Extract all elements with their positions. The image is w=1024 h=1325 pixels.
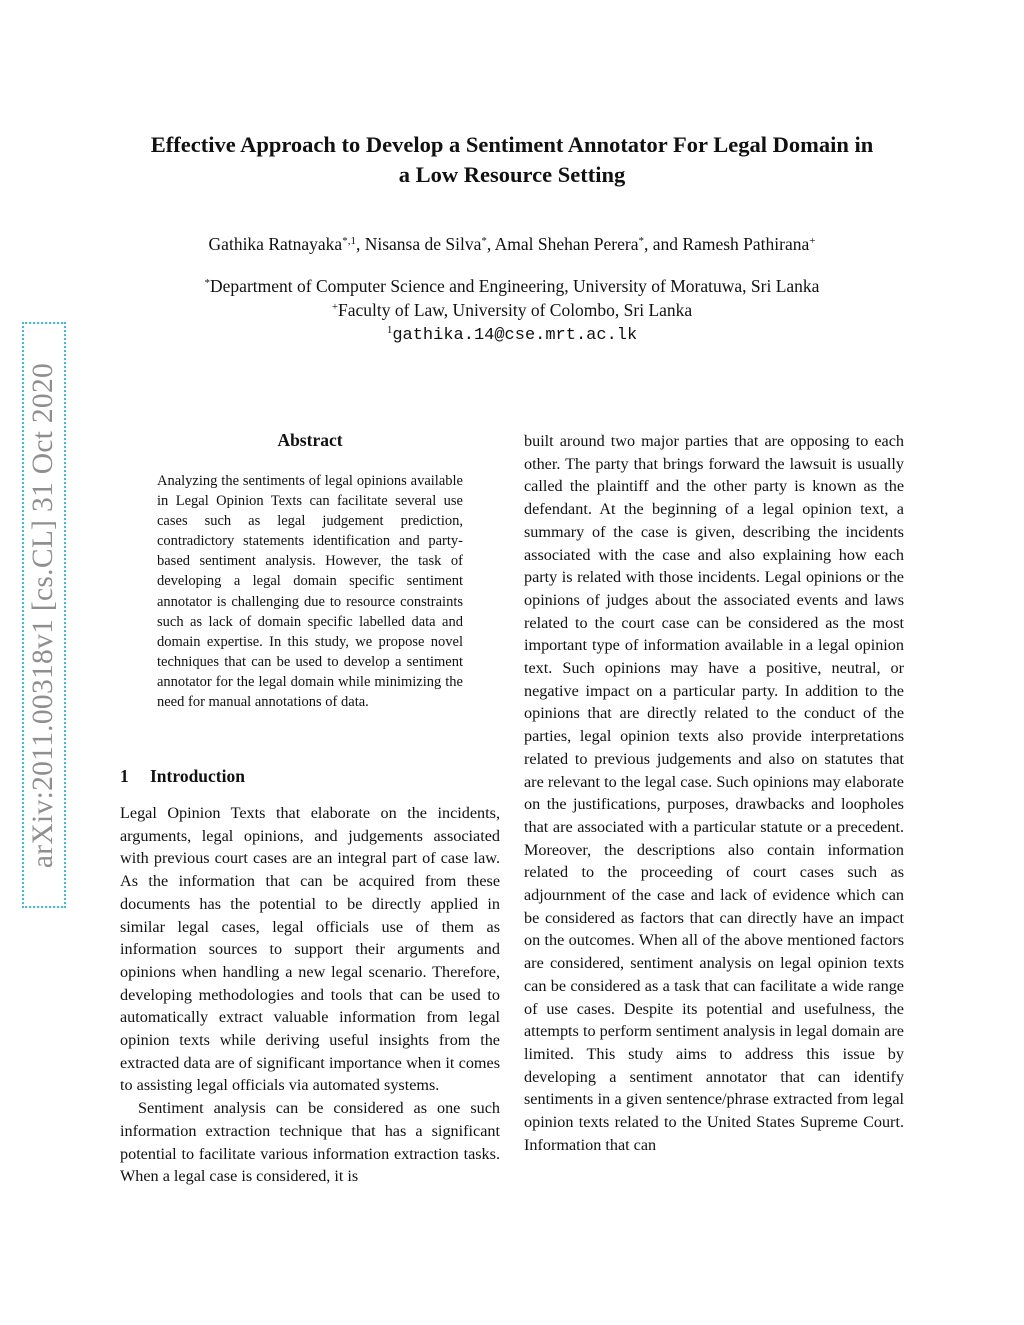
section-number: 1 xyxy=(120,766,129,786)
affiliation-marker: * xyxy=(204,277,211,289)
affiliation-text: Department of Computer Science and Engineering, University of Moratuwa, Sri Lanka xyxy=(210,276,820,296)
left-column-body xyxy=(120,802,500,1188)
author-separator: , xyxy=(355,234,365,254)
affiliation-text: Faculty of Law, University of Colombo, Sri Lanka xyxy=(338,299,693,320)
abstract-text: Analyzing the sentiments of legal opinions available in Legal Opinion Texts can facilitate several use cases such as legal judgement prediction, contradictory statements identification and party-based sentiment analysis. However, the task of developing a legal domain specific sentiment annotator is challenging due to resource constraints such as lack of domain specific labelled data and domain expertise. In this study, we propose novel techniques that can be used to develop a sentiment annotator for the legal domain while minimizing the need for manual annotations of data. xyxy=(157,473,463,711)
email-marker: 1 xyxy=(386,324,393,336)
email-line xyxy=(60,322,964,348)
affiliations xyxy=(60,275,964,348)
email-address: gathika.14@cse.mrt.ac.lk xyxy=(392,326,638,345)
author-separator: , and xyxy=(643,234,683,254)
author-marker: + xyxy=(809,235,816,247)
arxiv-stamp xyxy=(22,322,66,908)
arxiv-stamp-text: arXiv:2011.00318v1 [cs.CL] 31 Oct 2020 xyxy=(27,362,60,868)
author-list xyxy=(60,231,964,257)
affiliation-line xyxy=(60,299,964,323)
abstract-heading: Abstract xyxy=(277,430,343,450)
author-name: Ramesh Pathirana xyxy=(682,234,810,254)
paragraph: Legal Opinion Texts that elaborate on the incidents, arguments, legal opinions, and judgements associated with previous court cases are an integral part of case law. As the information that can be acquired from these documents has the potential to be directly applied in similar legal cases, legal officials use of them as information sources to support their arguments and opinions when handling a new legal scenario. Therefore, developing methodologies and tools that can be used to automatically extract valuable information from legal opinion texts while deriving useful insights from the extracted data are of significant importance when it comes to assisting legal officials via automated systems. xyxy=(120,804,500,1095)
title-line-1: Effective Approach to Develop a Sentiment Annotator For Legal Domain in xyxy=(150,132,874,157)
paper-title xyxy=(100,130,924,190)
author-name: Gathika Ratnayaka xyxy=(208,234,343,254)
affiliation-marker: + xyxy=(331,300,339,313)
author-name: Amal Shehan Perera xyxy=(494,234,639,254)
author-separator: , xyxy=(486,234,495,254)
author-name: Nisansa de Silva xyxy=(364,234,482,254)
affiliation-line xyxy=(60,275,964,299)
author-marker: * xyxy=(638,235,644,247)
author-marker: * xyxy=(481,235,487,247)
right-column-body: built around two major parties that are opposing to each other. The party that brings forward the lawsuit is usually called the plaintiff and the other party is known as the defendant. At the beginning of a legal opinion text, a summary of the case is given, describing the incidents associated with the case and also explaining how each party is related with those incidents. Legal opinions or the opinions of judges about the associated events and laws related to the court case can be considered as the most important type of information available in a legal opinion text. Such opinions may have a positive, neutral, or negative impact on a particular party. In addition to the opinions that are directly related to the conduct of the parties, legal opinion texts also provide interpretations related to previous judgements and also on statutes that are relevant to the legal case. Such opinions may elaborate on the justifications, purposes, drawbacks and loopholes that are associated with a particular statute or a precedent. Moreover, the descriptions also contain information related to the proceeding of court cases such as adjournment of the case and lack of evidence which can be considered as factors that can directly have an impact on the outcomes. When all of the above mentioned factors are considered, sentiment analysis on legal opinion texts can be considered as a task that can facilitate a wide range of use cases. Despite its potential and usefulness, the attempts to perform sentiment analysis in legal domain are limited. This study aims to address this issue by developing a sentiment annotator that can identify sentiments in a given sentence/phrase extracted from legal opinion texts related to the United States Supreme Court. Information that can xyxy=(524,432,904,1154)
paragraph: Sentiment analysis can be considered as one such information extraction technique that has a significant potential to facilitate various information extraction tasks. When a legal case is considered, it is xyxy=(120,1099,500,1186)
author-marker: *,1 xyxy=(342,235,356,247)
section-heading xyxy=(120,766,500,787)
section-title: Introduction xyxy=(150,766,245,786)
title-line-2: a Low Resource Setting xyxy=(398,162,626,187)
